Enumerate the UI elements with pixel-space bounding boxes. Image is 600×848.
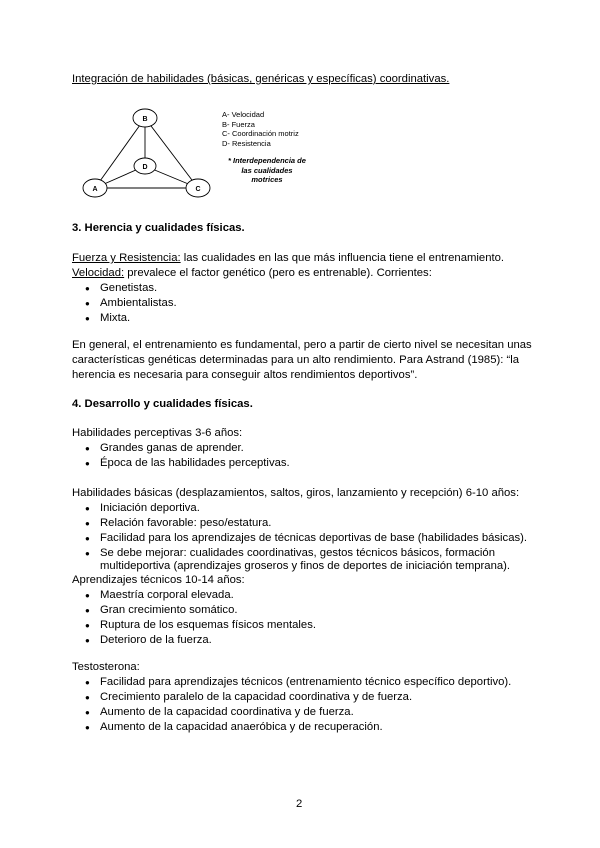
edge-b-a	[95, 116, 148, 188]
list-item: ● Ruptura de los esquemas físicos mentales.	[100, 619, 316, 631]
list-item: ● Relación favorable: peso/estatura.	[100, 517, 271, 529]
list-item: ● Ambientalistas.	[100, 297, 177, 309]
list-item-continuation: multideportiva (aprendizajes groseros y finos de deportes de iniciación temprana).	[100, 560, 511, 572]
heading-integracion: Integración de habilidades (básicas, genéricas y específicas) coordinativas.	[72, 73, 450, 85]
diagram-legend	[222, 110, 299, 148]
legend-item: D- Resistencia	[222, 138, 271, 148]
note-line: motrices	[251, 175, 283, 184]
list-item: ● Se debe mejorar: cualidades coordinativas, gestos técnicos básicos, formación	[100, 547, 495, 559]
list-item: ● Iniciación deportiva.	[100, 502, 200, 514]
node-c-label: C	[195, 186, 201, 193]
paragraph-velocidad	[72, 267, 432, 279]
list-item: ● Deterioro de la fuerza.	[100, 634, 212, 646]
note-line: * Interdependencia de	[228, 156, 306, 165]
edge-b-c	[145, 118, 198, 188]
list-item: ● Aumento de la capacidad anaeróbica y de recuperación.	[100, 721, 383, 733]
section-4-title: 4. Desarrollo y cualidades físicas.	[72, 398, 253, 410]
node-a-label: A	[92, 186, 98, 193]
list-item: ● Facilidad para aprendizajes técnicos (entrenamiento técnico específico deportivo).	[100, 676, 511, 688]
list-item: ● Aumento de la capacidad coordinativa y de fuerza.	[100, 706, 354, 718]
section-3-title: 3. Herencia y cualidades físicas.	[72, 222, 245, 234]
list-item: ● Grandes ganas de aprender.	[100, 442, 244, 454]
diagram-note	[228, 156, 306, 185]
label-fuerza-resistencia: Fuerza y Resistencia:	[72, 252, 181, 264]
basicas-title: Habilidades básicas (desplazamientos, saltos, giros, lanzamiento y recepción) 6-10 años:	[72, 487, 520, 499]
tecnicos-title: Aprendizajes técnicos 10-14 años:	[72, 574, 245, 586]
page-number: 2	[296, 798, 303, 810]
paragraph-line: En general, el entrenamiento es fundamental, pero a partir de cierto nivel se necesitan unas	[72, 339, 532, 351]
list-item: ● Crecimiento paralelo de la capacidad coordinativa y de fuerza.	[100, 691, 412, 703]
list-item: ● Genetistas.	[100, 282, 157, 294]
list-item: ● Maestría corporal elevada.	[100, 589, 234, 601]
paragraph-line: herencia es necesaria para conseguir altos rendimientos deportivos”.	[72, 369, 418, 381]
paragraph-fuerza	[72, 252, 504, 264]
list-item: ● Época de las habilidades perceptivas.	[100, 457, 290, 469]
list-item: ● Gran crecimiento somático.	[100, 604, 238, 616]
list-item: ● Mixta.	[100, 312, 130, 324]
legend-item: A- Velocidad	[222, 110, 265, 119]
label-velocidad: Velocidad:	[72, 267, 125, 279]
testosterona-title: Testosterona:	[72, 661, 140, 673]
text-fuerza: las cualidades en las que más influencia tiene el entrenamiento.	[180, 252, 505, 264]
node-b-label: B	[142, 116, 148, 123]
triangle-diagram	[80, 100, 220, 200]
list-item: ● Facilidad para los aprendizajes de técnicas deportivas de base (habilidades básicas).	[100, 532, 527, 544]
legend-item: B- Fuerza	[222, 119, 255, 129]
legend-item: C- Coordinación motriz	[222, 129, 299, 138]
node-d-label: D	[142, 164, 148, 171]
perceptivas-title: Habilidades perceptivas 3-6 años:	[72, 427, 243, 439]
note-line: las cualidades	[241, 165, 293, 175]
text-velocidad: prevalece el factor genético (pero es entrenable). Corrientes:	[124, 267, 432, 279]
paragraph-line: características genéticas determinadas para un alto rendimiento. Para Astrand (1985): “la	[72, 354, 520, 366]
